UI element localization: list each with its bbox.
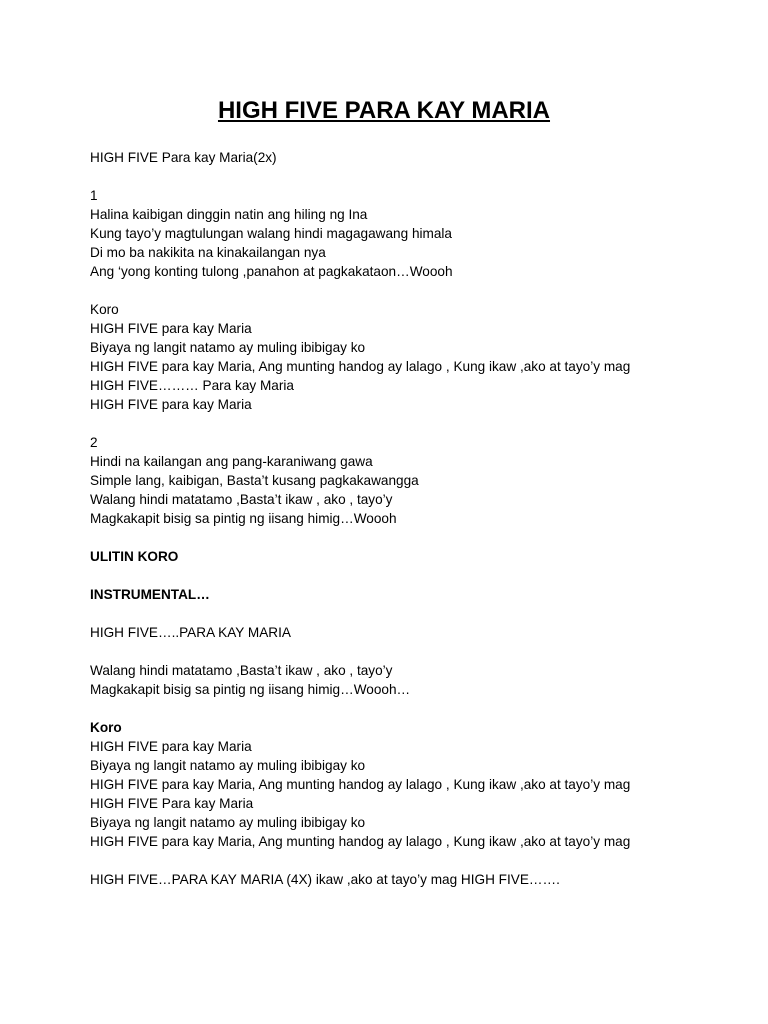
koro-1-line: HIGH FIVE para kay Maria (90, 397, 252, 412)
ulitin-koro-heading: ULITIN KORO (90, 549, 179, 564)
lyrics-body (90, 148, 750, 889)
song-title: HIGH FIVE PARA KAY MARIA (217, 97, 551, 124)
koro-1-label: Koro (90, 302, 119, 317)
verse-1-line: Kung tayo’y magtulungan walang hindi magagawang himala (90, 226, 452, 241)
outro-line: HIGH FIVE…PARA KAY MARIA (4X) ikaw ,ako at tayo’y mag HIGH FIVE……. (90, 872, 560, 887)
verse-2-line: Magkakapit bisig sa pintig ng iisang himig…Woooh (90, 511, 397, 526)
koro-1-line: HIGH FIVE para kay Maria (90, 321, 252, 336)
koro-2-line: HIGH FIVE para kay Maria, Ang munting handog ay lalago , Kung ikaw ,ako at tayo’y mag (90, 834, 631, 849)
instrumental-heading: INSTRUMENTAL… (90, 587, 210, 602)
verse-2-line: Simple lang, kaibigan, Basta’t kusang pagkakawangga (90, 473, 419, 488)
koro-2-line: Biyaya ng langit natamo ay muling ibibigay ko (90, 758, 366, 773)
koro-2-line: Biyaya ng langit natamo ay muling ibibigay ko (90, 815, 366, 830)
intro-line: HIGH FIVE Para kay Maria(2x) (90, 150, 277, 165)
koro-1-line: HIGH FIVE……… Para kay Maria (90, 378, 294, 393)
verse-1-line: Ang ‘yong konting tulong ,panahon at pagkakataon…Woooh (90, 264, 453, 279)
verse-2-line: Hindi na kailangan ang pang-karaniwang gawa (90, 454, 373, 469)
bridge-line: Magkakapit bisig sa pintig ng iisang himig…Woooh… (90, 682, 411, 697)
verse-1-line: Di mo ba nakikita na kinakailangan nya (90, 245, 326, 260)
koro-1-line: HIGH FIVE para kay Maria, Ang munting handog ay lalago , Kung ikaw ,ako at tayo’y mag (90, 359, 631, 374)
bridge-line: Walang hindi matatamo ,Basta’t ikaw , ako , tayo’y (90, 663, 393, 678)
koro-2-line: HIGH FIVE para kay Maria (90, 739, 252, 754)
verse-1-number: 1 (90, 188, 98, 203)
koro-2-line: HIGH FIVE Para kay Maria (90, 796, 254, 811)
verse-2-number: 2 (90, 435, 98, 450)
verse-1-line: Halina kaibigan dinggin natin ang hiling ng Ina (90, 207, 368, 222)
bridge-title: HIGH FIVE…..PARA KAY MARIA (90, 625, 291, 640)
koro-1-line: Biyaya ng langit natamo ay muling ibibigay ko (90, 340, 366, 355)
verse-2-line: Walang hindi matatamo ,Basta’t ikaw , ako , tayo’y (90, 492, 393, 507)
koro-2-label: Koro (90, 720, 122, 735)
koro-2-line: HIGH FIVE para kay Maria, Ang munting handog ay lalago , Kung ikaw ,ako at tayo’y mag (90, 777, 631, 792)
